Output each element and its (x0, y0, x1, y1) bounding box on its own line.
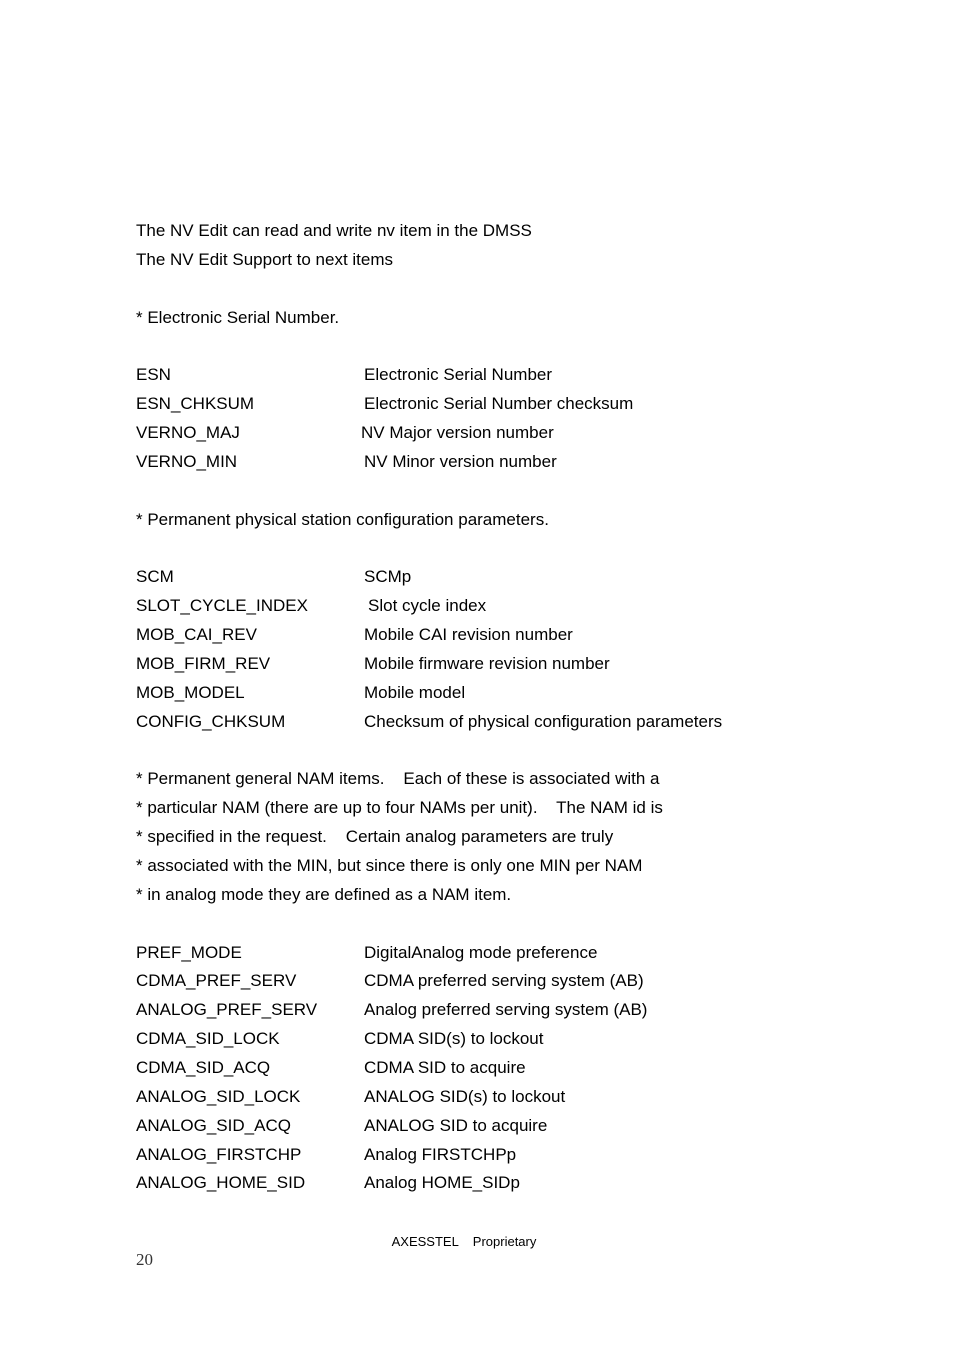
nv-item-desc: ANALOG SID(s) to lockout (364, 1087, 566, 1106)
nv-item-desc: Mobile firmware revision number (364, 654, 610, 673)
nv-item-key: ANALOG_PREF_SERV (136, 1000, 318, 1019)
nv-item-row (136, 1000, 896, 1020)
nv-item-key: MOB_CAI_REV (136, 625, 257, 644)
nv-item-row (136, 596, 896, 616)
nv-item-key: SCM (136, 567, 174, 586)
nv-item-desc: Analog HOME_SIDp (364, 1173, 520, 1192)
nv-item-key: ESN (136, 365, 171, 384)
nv-item-row (136, 943, 896, 963)
nv-item-desc: Checksum of physical configuration parameters (364, 712, 723, 731)
nv-item-desc: Slot cycle index (368, 596, 487, 615)
nv-item-key: CDMA_PREF_SERV (136, 971, 297, 990)
nv-item-key: ANALOG_HOME_SID (136, 1173, 306, 1192)
intro-line: The NV Edit Support to next items (136, 250, 394, 269)
footer-proprietary-notice: AXESSTEL Proprietary (391, 1234, 537, 1249)
section-heading-nam-line: * particular NAM (there are up to four NAMs per unit). The NAM id is (136, 798, 663, 817)
section-heading-nam-line: * associated with the MIN, but since there is only one MIN per NAM (136, 856, 643, 875)
nv-item-key: PREF_MODE (136, 943, 242, 962)
nv-item-row (136, 1087, 896, 1107)
nv-item-desc: SCMp (364, 567, 412, 586)
nv-item-key: ESN_CHKSUM (136, 394, 255, 413)
section-heading-nam-line: * specified in the request. Certain analog parameters are truly (136, 827, 614, 846)
nv-item-row (136, 625, 896, 645)
intro-line: The NV Edit can read and write nv item in the DMSS (136, 221, 532, 240)
nv-item-key: CDMA_SID_ACQ (136, 1058, 271, 1077)
nv-item-row (136, 654, 896, 674)
nv-item-key: MOB_FIRM_REV (136, 654, 271, 673)
nv-item-desc: NV Major version number (361, 423, 554, 442)
nv-item-row (136, 1058, 896, 1078)
nv-item-desc: Electronic Serial Number (364, 365, 553, 384)
nv-item-row (136, 1029, 896, 1049)
section-heading-physical: * Permanent physical station configuration parameters. (136, 510, 549, 529)
nv-item-key: MOB_MODEL (136, 683, 245, 702)
nv-item-row (136, 452, 896, 472)
nv-item-row (136, 567, 896, 587)
nv-item-row (136, 683, 896, 703)
nv-item-row (136, 1145, 896, 1165)
nv-item-desc: DigitalAnalog mode preference (364, 943, 598, 962)
nv-item-row (136, 712, 896, 732)
nv-item-key: VERNO_MIN (136, 452, 238, 471)
nv-item-row (136, 394, 896, 414)
nv-item-row (136, 971, 896, 991)
nv-item-desc: Mobile model (364, 683, 466, 702)
nv-item-desc: CDMA SID(s) to lockout (364, 1029, 544, 1048)
nv-item-key: VERNO_MAJ (136, 423, 240, 442)
nv-item-key: CONFIG_CHKSUM (136, 712, 286, 731)
section-heading-esn: * Electronic Serial Number. (136, 308, 340, 327)
nv-item-key: ANALOG_SID_ACQ (136, 1116, 291, 1135)
nv-item-row (136, 365, 896, 385)
section-heading-nam-line: * in analog mode they are defined as a NAM item. (136, 885, 512, 904)
nv-item-key: ANALOG_SID_LOCK (136, 1087, 301, 1106)
nv-item-desc: Analog FIRSTCHPp (364, 1145, 517, 1164)
section-heading-nam-line: * Permanent general NAM items. Each of these is associated with a (136, 769, 660, 788)
nv-item-desc: CDMA preferred serving system (AB) (364, 971, 644, 990)
nv-item-row (136, 423, 896, 443)
nv-item-desc: NV Minor version number (364, 452, 557, 471)
nv-item-key: SLOT_CYCLE_INDEX (136, 596, 308, 615)
page-number: 20 (136, 1250, 153, 1269)
nv-item-key: CDMA_SID_LOCK (136, 1029, 280, 1048)
nv-item-key: ANALOG_FIRSTCHP (136, 1145, 302, 1164)
nv-item-desc: Electronic Serial Number checksum (364, 394, 634, 413)
nv-item-desc: ANALOG SID to acquire (364, 1116, 548, 1135)
nv-item-desc: CDMA SID to acquire (364, 1058, 526, 1077)
nv-item-row (136, 1173, 896, 1193)
nv-item-row (136, 1116, 896, 1136)
nv-item-desc: Mobile CAI revision number (364, 625, 573, 644)
nv-item-desc: Analog preferred serving system (AB) (364, 1000, 648, 1019)
